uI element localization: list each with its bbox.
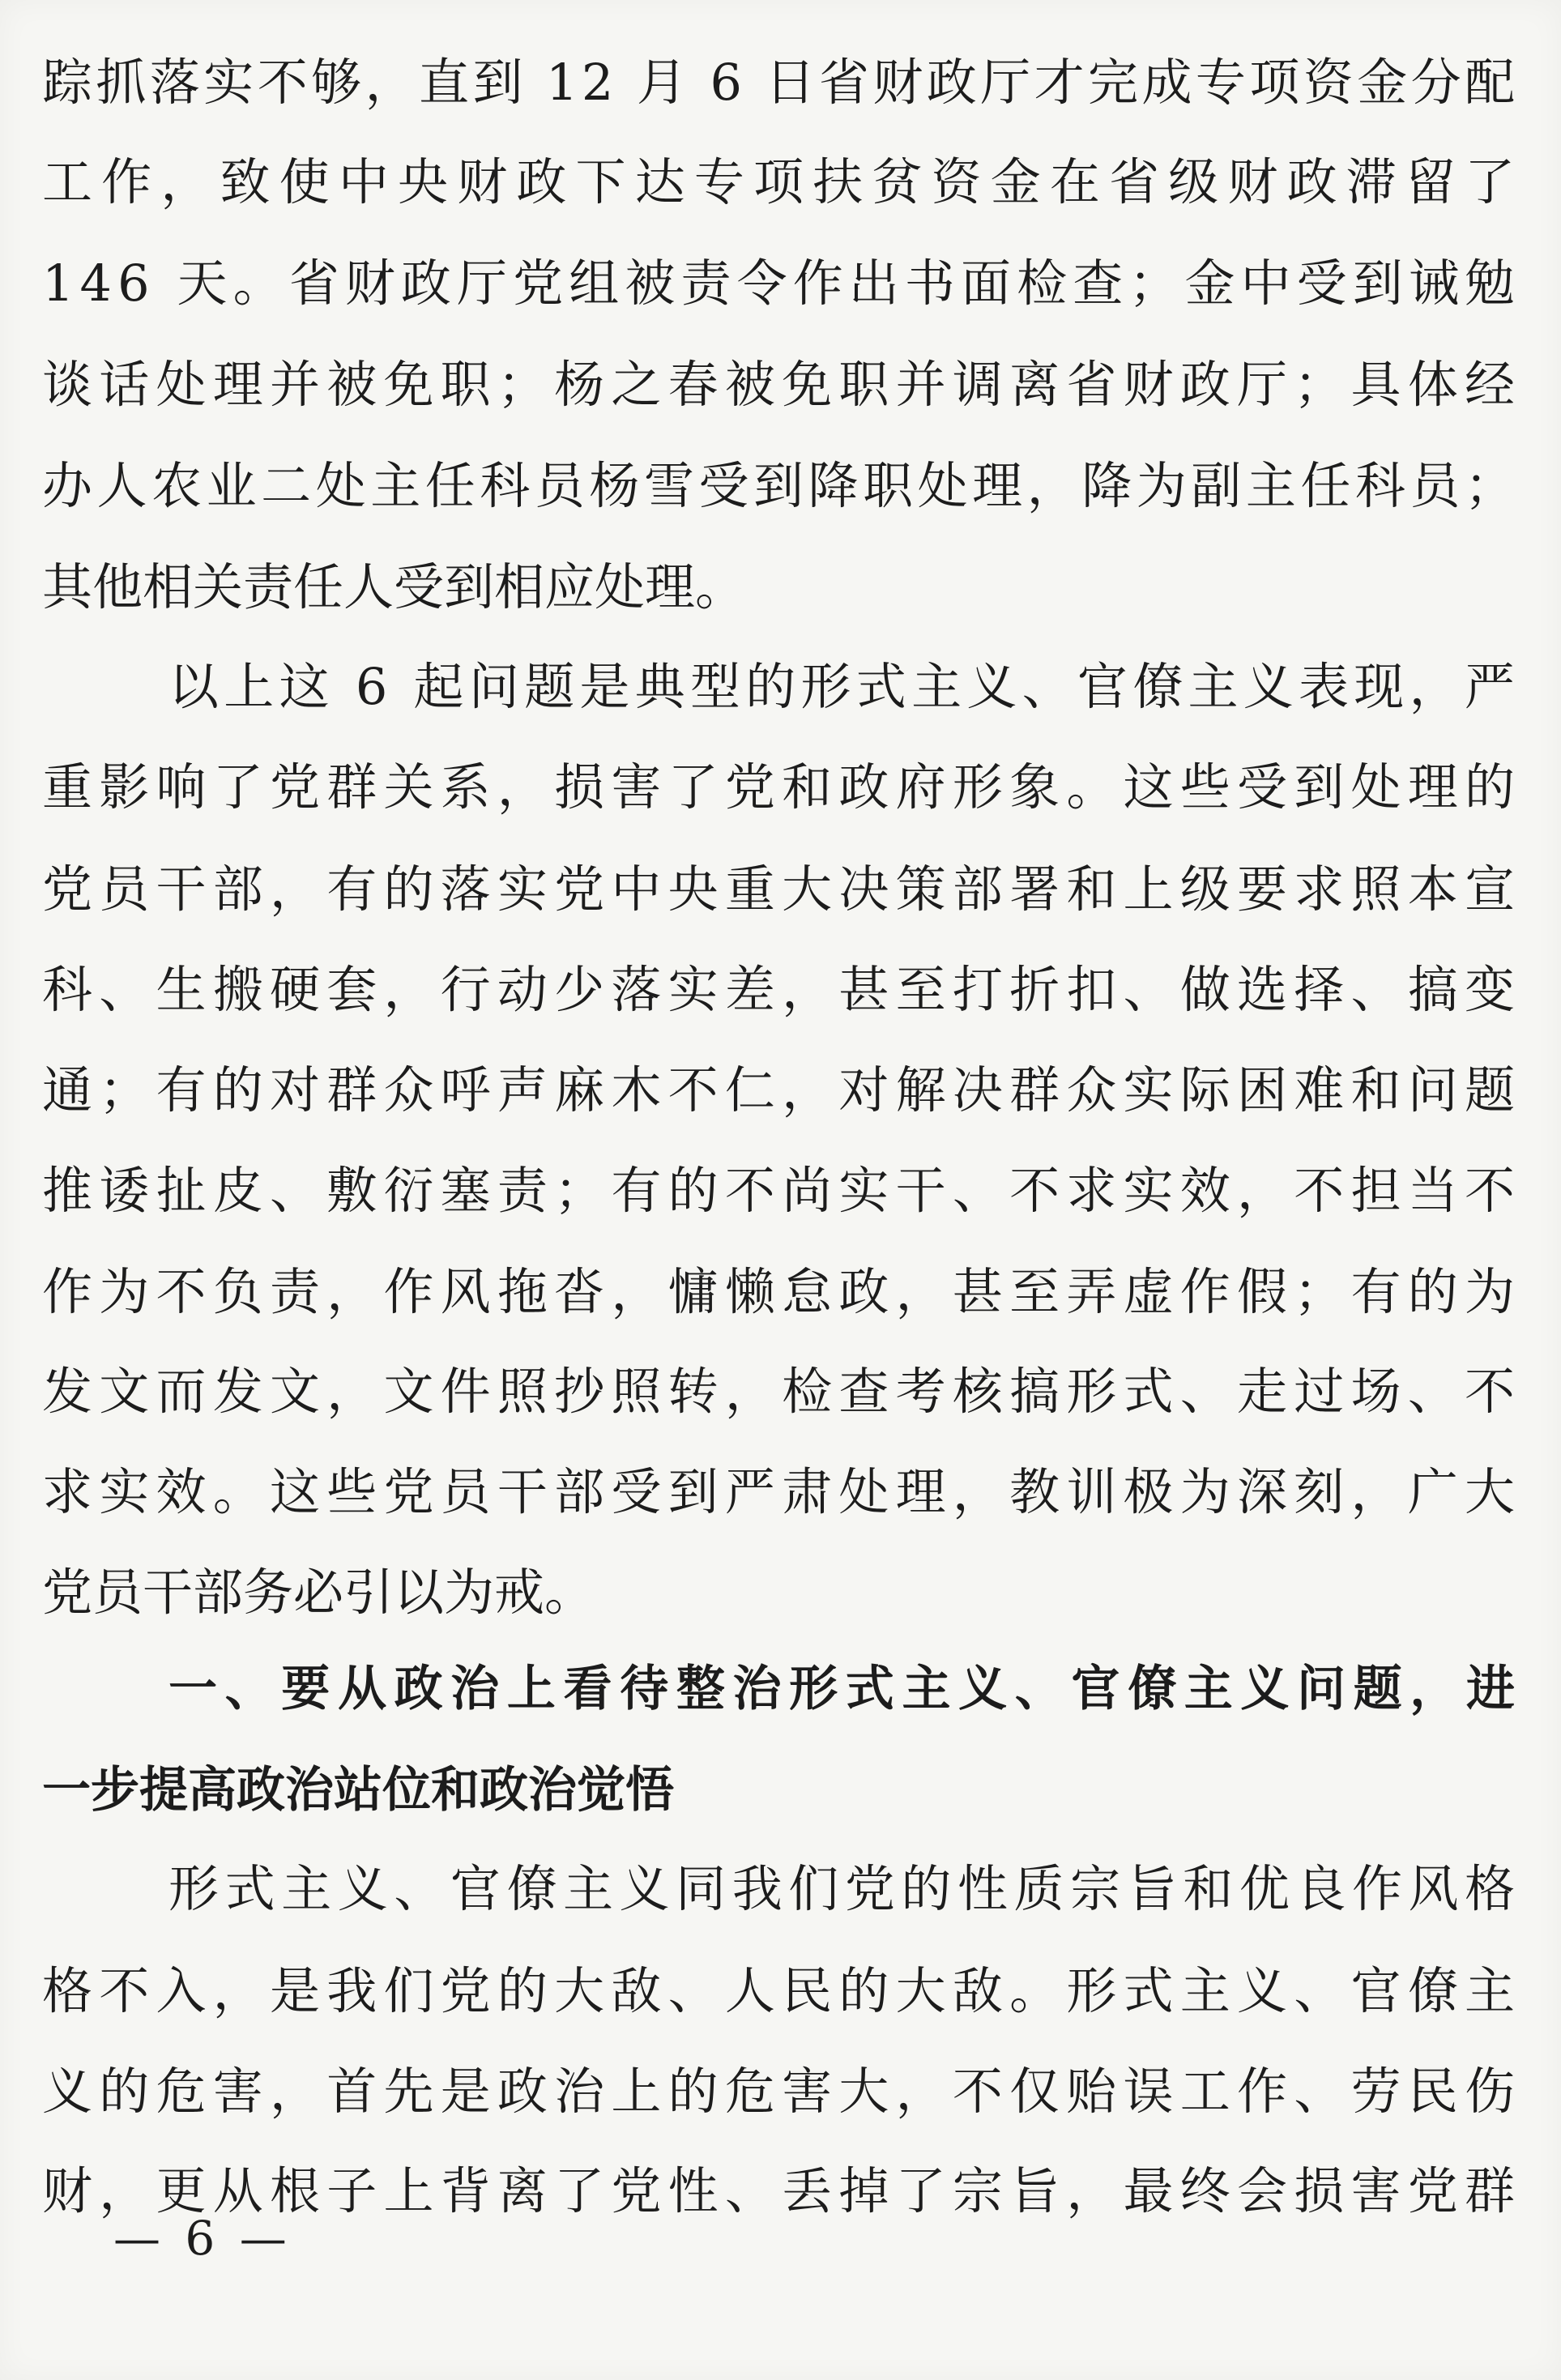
page-number: — 6 — <box>113 2211 292 2266</box>
body-line: 办人农业二处主任科员杨雪受到降职处理，降为副主任科员； <box>42 456 1520 515</box>
body-line: 发文而发文，文件照抄照转，检查考核搞形式、走过场、不 <box>42 1362 1522 1421</box>
body-line: 工作，致使中央财政下达专项扶贫资金在省级财政滞留了 <box>42 152 1525 211</box>
body-line: 以上这 6 起问题是典型的形式主义、官僚主义表现，严 <box>168 657 1520 716</box>
body-line: 形式主义、官僚主义同我们党的性质宗旨和优良作风格 <box>168 1859 1521 1918</box>
body-line: 其他相关责任人受到相应处理。 <box>42 557 746 616</box>
body-line: 财，更从根子上背离了党性、丢掉了宗旨，最终会损害党群 <box>42 2161 1522 2220</box>
body-line: 党员干部，有的落实党中央重大决策部署和上级要求照本宣 <box>42 859 1522 919</box>
body-line: 踪抓落实不够，直到 12 月 6 日省财政厅才完成专项资金分配 <box>42 53 1519 112</box>
body-line: 谈话处理并被免职；杨之春被免职并调离省财政厅；具体经 <box>42 355 1522 414</box>
body-line: 重影响了党群关系，损害了党和政府形象。这些受到处理的 <box>42 757 1522 817</box>
body-line: 通；有的对群众呼声麻木不仁，对解决群众实际困难和问题 <box>42 1060 1522 1120</box>
body-line: 146 天。省财政厅党组被责令作出书面检查；金中受到诫勉 <box>42 254 1521 313</box>
section-heading: 一步提高政治站位和政治觉悟 <box>42 1762 674 1819</box>
body-line: 求实效。这些党员干部受到严肃处理，教训极为深刻，广大 <box>42 1462 1522 1521</box>
body-line: 义的危害，首先是政治上的危害大，不仅贻误工作、劳民伤 <box>42 2062 1522 2121</box>
body-line: 格不入，是我们党的大敌、人民的大敌。形式主义、官僚主 <box>42 1961 1522 2020</box>
body-line: 作为不负责，作风拖沓，慵懒怠政，甚至弄虚作假；有的为 <box>42 1262 1522 1321</box>
body-line: 推诿扯皮、敷衍塞责；有的不尚实干、不求实效，不担当不 <box>42 1161 1522 1220</box>
body-line: 党员干部务必引以为戒。 <box>42 1563 595 1622</box>
body-line: 科、生搬硬套，行动少落实差，甚至打折扣、做选择、搞变 <box>42 960 1522 1019</box>
section-heading: 一、要从政治上看待整治形式主义、官僚主义问题，进 <box>168 1661 1523 1717</box>
